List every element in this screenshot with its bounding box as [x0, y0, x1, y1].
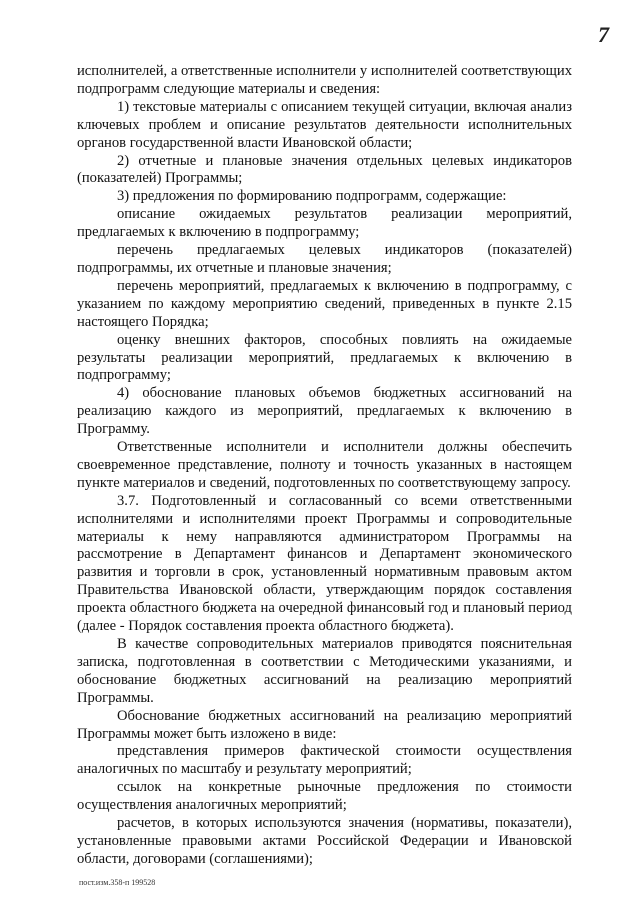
paragraph-13: Обоснование бюджетных ассигнований на реализацию мероприятий Программы может быть изложено в виде:: [77, 707, 572, 742]
paragraph-2: 1) текстовые материалы с описанием текущей ситуации, включая анализ ключевых проблем и описание результатов деятельности исполнительных органов государственной власти Ивановской области;: [77, 98, 572, 151]
paragraph-5: описание ожидаемых результатов реализации мероприятий, предлагаемых к включению в подпрограмму;: [77, 206, 572, 241]
page-number: 7: [598, 22, 609, 47]
paragraph-14: представления примеров фактической стоимости осуществления аналогичных по масштабу и результату мероприятий;: [77, 743, 572, 778]
paragraph-7: перечень мероприятий, предлагаемых к включению в подпрограмму, с указанием по каждому мероприятию сведений, приведенных в пункте 2.15 настоящего Порядка;: [77, 277, 572, 330]
paragraph-12: В качестве сопроводительных материалов приводятся пояснительная записка, подготовленная в соответствии с Методическими указаниями, и обоснование бюджетных ассигнований на реализацию мероприятий Программы.: [77, 636, 572, 706]
paragraph-10: Ответственные исполнители и исполнители должны обеспечить своевременное представление, полноту и точность указанных в настоящем пункте материалов и сведений, подготовленных по соответствующему запросу.: [77, 439, 572, 491]
paragraph-4: 3) предложения по формированию подпрограмм, содержащие:: [117, 188, 507, 205]
paragraph-9: 4) обоснование плановых объемов бюджетных ассигнований на реализацию каждого из мероприятий, предлагаемых к включению в Программу.: [77, 385, 572, 438]
paragraph-8: оценку внешних факторов, способных повлиять на ожидаемые результаты реализации мероприятий, предлагаемых к включению в подпрограмму;: [77, 331, 572, 384]
paragraph-15: ссылок на конкретные рыночные предложения по стоимости осуществления аналогичных мероприятий;: [77, 779, 572, 814]
paragraph-6: перечень предлагаемых целевых индикаторов (показателей) подпрограммы, их отчетные и плановые значения;: [77, 242, 572, 276]
document-body: [77, 63, 572, 869]
paragraph-1: исполнителей, а ответственные исполнители у исполнителей соответствующих подпрограмм следующие материалы и сведения:: [77, 63, 572, 97]
paragraph-11: 3.7. Подготовленный и согласованный со всеми ответственными исполнителями и исполнителями проект Программы и сопроводительные материалы к нему направляются администратором Программы на рассмотрение в Департамент финансов и Департамент экономического развития и торговли в срок, установленный нормативным правовым актом Правительства Ивановской области, утверждающим порядок составления проекта областного бюджета на очередной финансовый год и плановый период (далее - Порядок составления проекта областного бюджета).: [77, 492, 572, 635]
paragraph-16: расчетов, в которых используются значения (нормативы, показатели), установленные правовыми актами Российской Федерации и Ивановской области, договорами (соглашениями);: [77, 815, 572, 867]
footer-code: пост.изм.358-п 199528: [79, 878, 156, 887]
paragraph-3: 2) отчетные и плановые значения отдельных целевых индикаторов (показателей) Программы;: [77, 152, 572, 187]
